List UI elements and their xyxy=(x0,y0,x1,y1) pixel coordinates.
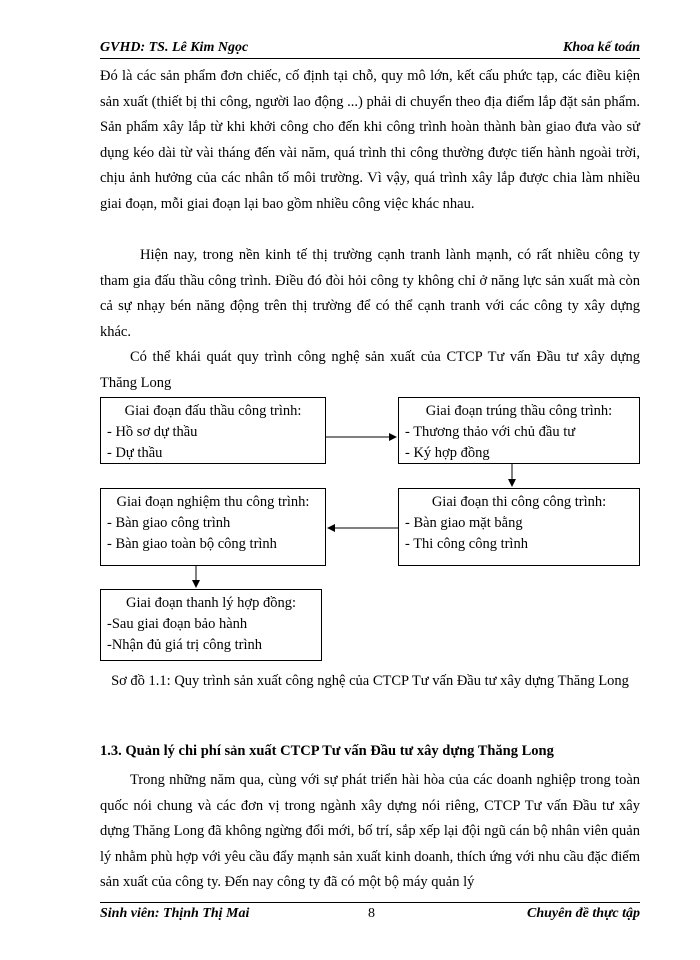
paragraph-3: Có thể khái quát quy trình công nghệ sản xuất của CTCP Tư vấn Đầu tư xây dựng Thăng Long xyxy=(100,349,640,391)
stage-acceptance-box xyxy=(100,488,326,566)
stage-title: Giai đoạn thanh lý hợp đồng: xyxy=(126,595,296,611)
diagram-caption: Sơ đồ 1.1: Quy trình sản xuất công nghệ của CTCP Tư vấn Đầu tư xây dựng Thăng Long xyxy=(111,673,629,689)
stage-construction-box xyxy=(398,488,640,566)
footer-report-type: Chuyên đề thực tập xyxy=(526,906,640,921)
stage-item: -Nhận đủ giá trị công trình xyxy=(107,637,263,653)
page-footer xyxy=(100,902,640,925)
stage-item: - Thương thảo với chủ đầu tư xyxy=(405,424,576,440)
stage-bidding-box xyxy=(100,397,326,464)
footer-student: Sinh viên: Thịnh Thị Mai xyxy=(100,906,250,921)
stage-item: - Ký hợp đồng xyxy=(405,445,490,461)
stage-title: Giai đoạn đấu thầu công trình: xyxy=(124,403,302,419)
header-supervisor: GVHD: TS. Lê Kim Ngọc xyxy=(100,40,249,55)
stage-item: - Bàn giao công trình xyxy=(107,515,231,531)
stage-winning-bid-box xyxy=(398,397,640,464)
stage-item: - Thi công công trình xyxy=(405,536,528,552)
stage-title: Giai đoạn trúng thầu công trình: xyxy=(425,403,613,419)
page-header xyxy=(100,38,640,59)
paragraph-1: Đó là các sản phẩm đơn chiếc, cố định tại chỗ, quy mô lớn, kết cấu phức tạp, các điều kiện sản xuất (thiết bị thi công, người lao động ...) phải di chuyển theo địa điểm lắp đặt sản phẩm. Sản phẩm xây lắp từ khi khởi công cho đến khi công trình hoàn thành bàn giao đưa vào sử dụng kéo dài từ vài tháng đến vài năm, quá trình thi công thường được tiến hành ngoài trời, chịu ảnh hưởng của các nhân tố môi trường. Vì vậy, quá trình xây lắp được chia làm nhiều giai đoạn, mỗi giai đoạn lại bao gồm nhiều công việc khác nhau. xyxy=(100,68,640,212)
stage-item: - Hồ sơ dự thầu xyxy=(107,424,198,440)
stage-title: Giai đoạn nghiệm thu công trình: xyxy=(116,494,310,510)
page-number: 8 xyxy=(368,906,375,921)
stage-item: - Bàn giao mặt bằng xyxy=(405,515,523,531)
stage-liquidation-box xyxy=(100,589,322,661)
paragraph-2: Hiện nay, trong nền kinh tế thị trường cạnh tranh lành mạnh, có rất nhiều công ty tham gia đấu thầu công trình. Điều đó đòi hỏi công ty không chỉ ở năng lực sản xuất mà còn cả sự nhạy bén năng động trên thị trường để có thể cạnh tranh với các công ty xây dựng khác. xyxy=(100,247,640,340)
paragraph-4: Trong những năm qua, cùng với sự phát triển hài hòa của các doanh nghiệp trong toàn quốc nói chung và các đơn vị trong ngành xây dựng nói riêng, CTCP Tư vấn Đầu tư xây dựng Thăng Long đã không ngừng đổi mới, bố trí, sắp xếp lại đội ngũ cán bộ nhân viên quản lý nhằm phù hợp với yêu cầu đẩy mạnh sản xuất kinh doanh, thích ứng với nhu cầu đặc điểm sản xuất của công ty. Đến nay công ty đã có một bộ máy quản lý xyxy=(100,772,640,890)
header-department: Khoa kế toán xyxy=(562,40,640,55)
stage-item: -Sau giai đoạn bảo hành xyxy=(107,616,248,632)
section-heading: 1.3. Quản lý chi phí sản xuất CTCP Tư vấn Đầu tư xây dựng Thăng Long xyxy=(100,743,554,759)
stage-item: - Bàn giao toàn bộ công trình xyxy=(107,536,277,552)
stage-item: - Dự thầu xyxy=(107,445,163,461)
stage-title: Giai đoạn thi công công trình: xyxy=(431,494,607,510)
